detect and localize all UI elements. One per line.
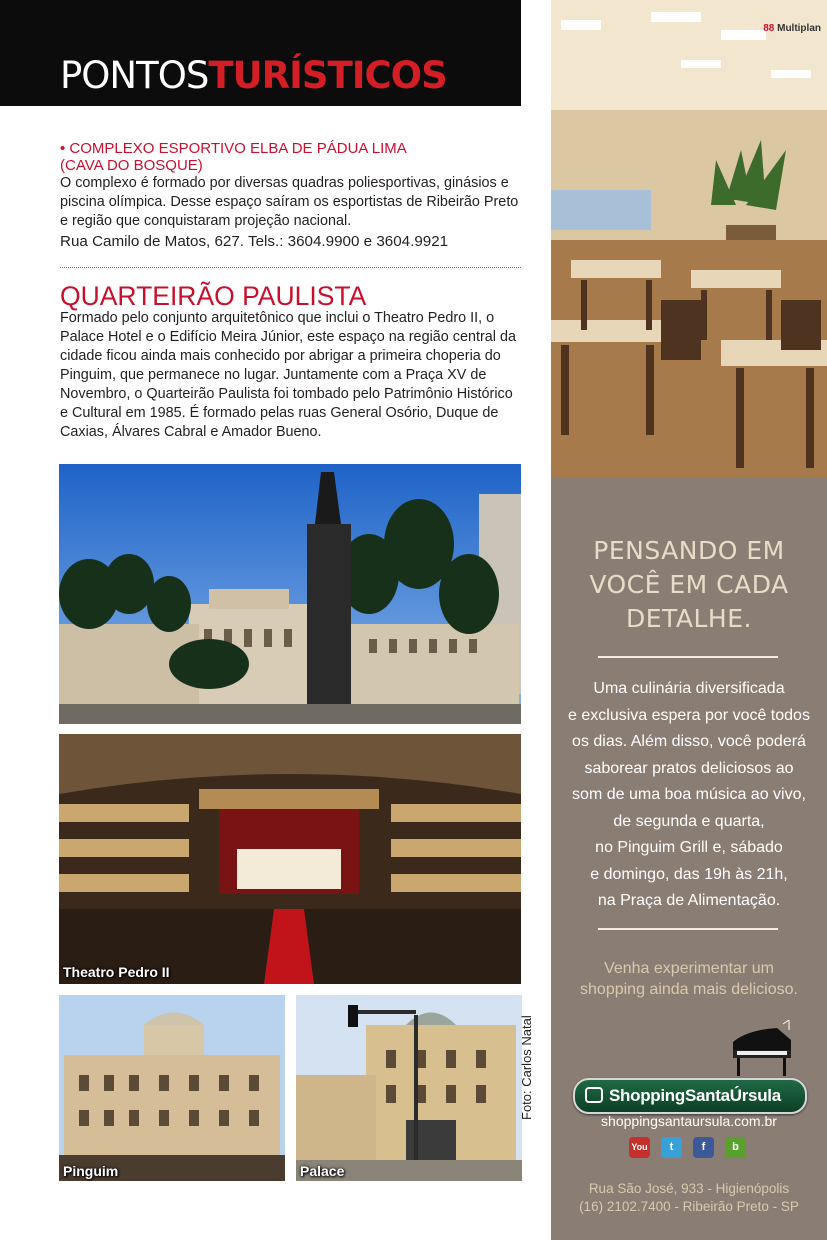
ad-rule-top (598, 656, 778, 658)
section-title: QUARTEIRÃO PAULISTA (60, 281, 367, 311)
page-title-bold: TURÍSTICOS (208, 54, 447, 97)
multiplan-logo (763, 23, 821, 34)
photo-theatro-pedro-ii (59, 734, 521, 984)
ad-body-line: de segunda e quarta, (613, 812, 765, 830)
ad-address-line2: (16) 2102.7400 - Ribeirão Preto - SP (579, 1199, 799, 1214)
ad-address-line1: Rua São José, 933 - Higienópolis (588, 1181, 790, 1196)
youtube-icon[interactable]: You (629, 1137, 650, 1158)
ad-body-line: e exclusiva espera por você todos (568, 706, 810, 724)
ad-body-line: no Pinguim Grill e, sábado (595, 839, 783, 856)
palace-illustration (296, 995, 522, 1181)
ad-headline-line: DETALHE. (626, 604, 752, 633)
photo-credit: Foto: Carlos Natal (519, 1015, 534, 1120)
pinguim-illustration (59, 995, 285, 1181)
item-subtitle: (CAVA DO BOSQUE) (60, 157, 203, 174)
ad-call-to-action (551, 958, 827, 1000)
shopping-logo-text: ShoppingSantaÚrsula (609, 1086, 781, 1105)
caption-palace: Palace (300, 1163, 345, 1179)
ad-body-line: e domingo, das 19h às 21h, (590, 865, 788, 883)
column-divider (540, 0, 542, 1240)
page-title-light: PONTOS (60, 54, 209, 97)
photo-praca-xv (59, 464, 521, 724)
section-divider (60, 267, 521, 268)
ad-body-line: os dias. Além disso, você poderá (572, 733, 806, 750)
page-title (60, 54, 447, 98)
ad-rule-bottom (598, 928, 778, 930)
facebook-icon[interactable]: f (693, 1137, 714, 1158)
caption-theatro: Theatro Pedro II (63, 964, 170, 980)
shopping-logo[interactable] (573, 1078, 807, 1114)
food-court-illustration (551, 0, 827, 477)
ad-photo-food-court (551, 0, 827, 477)
multiplan-mark: 88 (763, 23, 775, 34)
piano-icon (727, 1020, 797, 1080)
ad-headline-line: PENSANDO EM (593, 536, 785, 565)
caption-pinguim: Pinguim (63, 1163, 119, 1179)
theatre-illustration (59, 734, 521, 984)
ad-body-line: Uma culinária diversificada (593, 680, 785, 697)
photo-pinguim (59, 995, 285, 1181)
twitter-icon[interactable]: t (661, 1137, 682, 1158)
ad-cta-line: Venha experimentar um (604, 960, 774, 977)
multiplan-text: Multiplan (777, 23, 821, 34)
ad-panel (551, 0, 827, 1240)
ad-body (551, 676, 827, 915)
item-address: Rua Camilo de Matos, 627. Tels.: 3604.9900 e 3604.9921 (60, 233, 449, 250)
item-title: • COMPLEXO ESPORTIVO ELBA DE PÁDUA LIMA (60, 140, 407, 157)
ad-body-line: saborear pratos deliciosos ao (584, 759, 794, 777)
ad-body-line: na Praça de Alimentação. (597, 892, 781, 909)
ad-headline-line: VOCÊ EM CADA (589, 570, 789, 599)
social-icons (629, 1137, 749, 1161)
ad-body-line: som de uma boa música ao vivo, (572, 786, 806, 803)
shopping-logo-icon (585, 1087, 603, 1103)
photo-palace (296, 995, 522, 1181)
praca-illustration (59, 464, 521, 724)
item-description: O complexo é formado por diversas quadras poliesportivas, ginásios e piscina olímpica. Desse espaço saíram os esportistas de Ribeirão Preto e região que conquistaram projeção nacional. (60, 175, 519, 229)
section-description: Formado pelo conjunto arquitetônico que inclui o Theatro Pedro II, o Palace Hotel e o Edifício Meira Júnior, este espaço na região central da cidade ficou ainda mais conhecido por abrigar a primeira choperia do Pinguim, que permanece no lugar. Juntamente com a Praça XV de Novembro, o Quarteirão Paulista foi tombado pelo Patrimônio Histórico e Cultural em 1985. É formado pelas ruas General Osório, Duque de Caxias, Álvares Cabral e Amador Bueno. (60, 310, 516, 440)
blog-icon[interactable]: b (725, 1137, 746, 1158)
ad-headline (551, 534, 827, 636)
header-banner (0, 0, 521, 106)
item-complexo-esportivo (60, 140, 522, 251)
website-link[interactable]: shoppingsantaursula.com.br (601, 1113, 777, 1129)
ad-cta-line: shopping ainda mais delicioso. (580, 981, 798, 998)
